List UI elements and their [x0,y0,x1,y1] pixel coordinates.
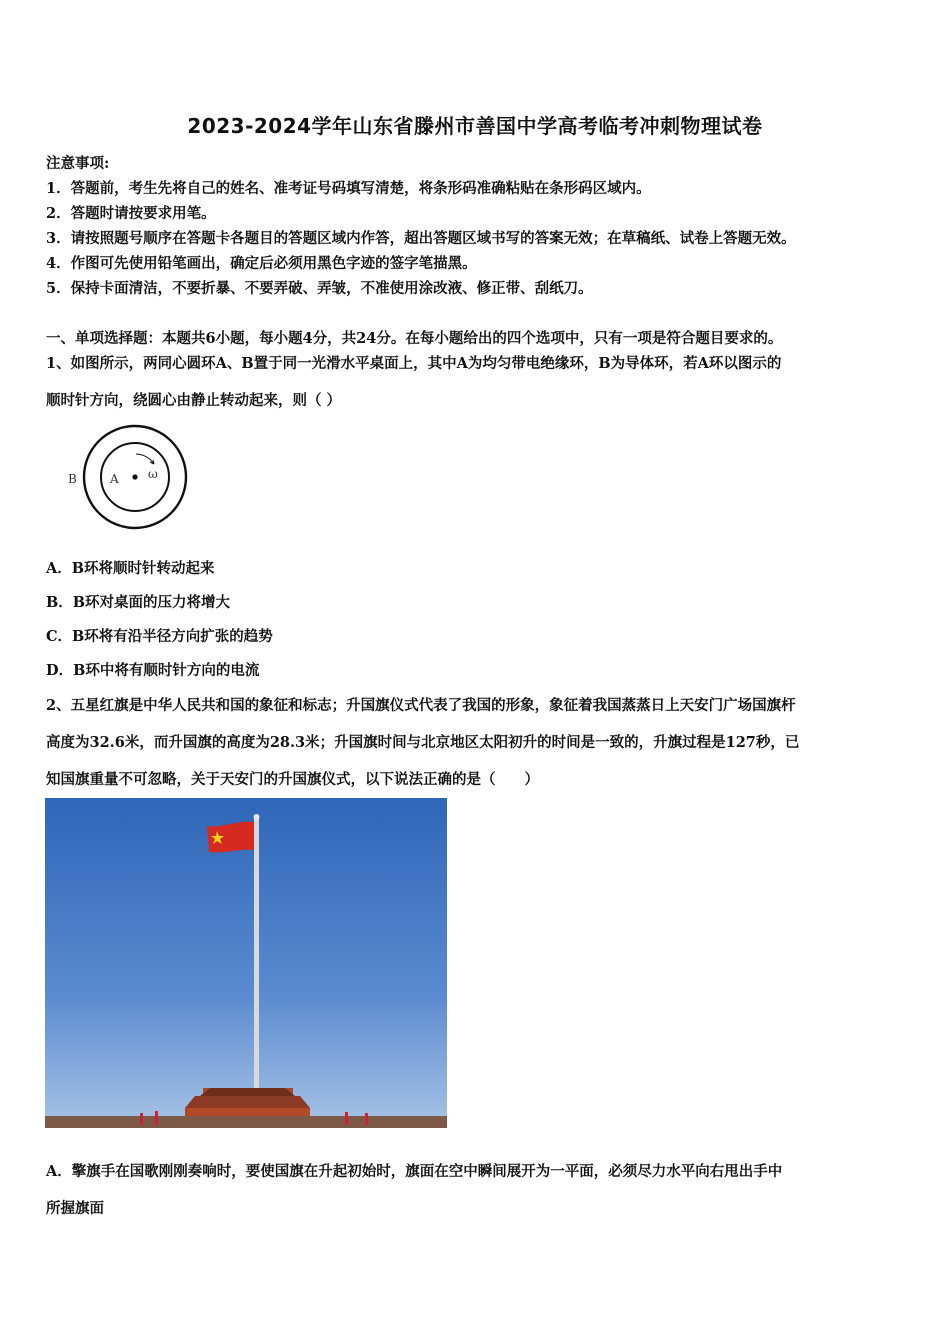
notice-item: 5．保持卡面清洁，不要折暴、不要弄破、弄皱，不准使用涂改液、修正带、刮纸刀。 [46,280,593,297]
label-a: A [110,472,119,486]
small-flag [365,1113,368,1125]
notice-item: 4．作图可先使用铅笔画出，确定后必须用黑色字迹的签字笔描黑。 [46,255,477,272]
notice-heading: 注意事项: [46,155,110,172]
small-flag [140,1113,143,1125]
section-heading: 一、单项选择题：本题共6小题，每小题4分，共24分。在每小题给出的四个选项中，只有一项是符合题目要求的。 [46,330,783,347]
notice-item: 3．请按照题号顺序在答题卡各题目的答题区域内作答，超出答题区域书写的答案无效；在草稿纸、试卷上答题无效。 [46,230,796,247]
label-omega: ω [148,467,158,481]
question-2-stem: 知国旗重量不可忽略，关于天安门的升国旗仪式，以下说法正确的是（ ） [46,771,539,788]
gate-roof [185,1096,310,1108]
question-1-stem: 1、如图所示，两同心圆环A、B置于同一光滑水平桌面上，其中A为均匀带电绝缘环，B为导体环，若A环以图示的 [46,355,782,372]
gate-roof-top [200,1088,295,1096]
ground [45,1116,447,1128]
option: A．B环将顺时针转动起来 [46,560,215,577]
question-2-stem: 高度为32.6米，而升国旗的高度为28.3米；升国旗时间与北京地区太阳初升的时间是一致的，升旗过程是127秒，已 [46,734,800,751]
option: A．擎旗手在国歌刚刚奏响时，要使国旗在升起初始时，旗面在空中瞬间展开为一平面，必须尽力水平向右甩出手中 [46,1163,783,1180]
option: C．B环将有沿半径方向扩张的趋势 [46,628,273,645]
small-flag [345,1112,348,1125]
option: B．B环对桌面的压力将增大 [46,594,231,611]
question-2-stem: 2、五星红旗是中华人民共和国的象征和标志；升国旗仪式代表了我国的形象，象征着我国蒸蒸日上天安门广场国旗杆 [46,697,796,714]
pole-top [254,814,260,820]
option: D．B环中将有顺时针方向的电流 [46,662,260,679]
option: 所握旗面 [46,1200,104,1217]
notice-item: 2．答题时请按要求用笔。 [46,205,216,222]
small-flag [155,1111,158,1125]
flag-pole [254,818,259,1128]
label-b: B [68,472,77,486]
page-title: 2023-2024学年山东省滕州市善国中学高考临考冲刺物理试卷 [187,114,763,138]
concentric-rings-figure [62,422,197,532]
notice-item: 1．答题前，考生先将自己的姓名、准考证号码填写清楚，将条形码准确粘贴在条形码区域内。 [46,180,651,197]
center-dot [132,474,137,479]
question-1-stem: 顺时针方向，绕圆心由静止转动起来，则（ ） [46,392,342,409]
flag-pole-photo [45,798,447,1128]
